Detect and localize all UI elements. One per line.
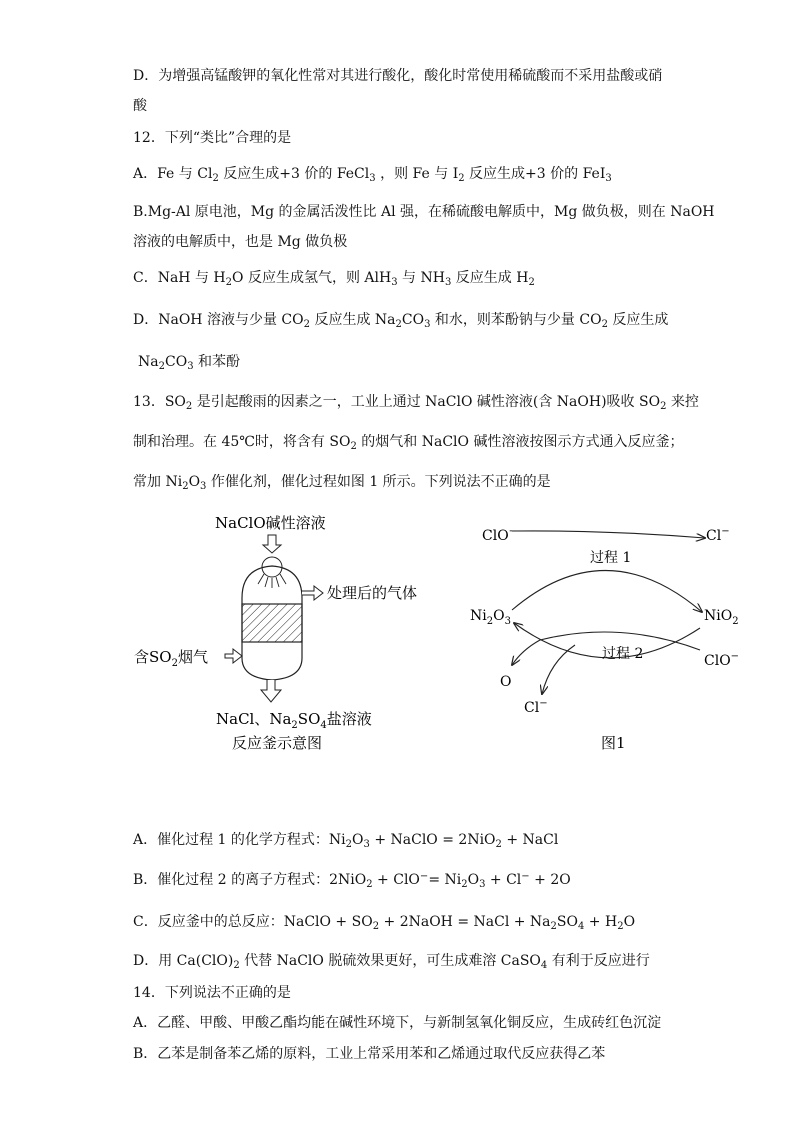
catalytic-cycle-diagram (470, 526, 739, 752)
gas-inlet-label: 含$SO_2$烟气 (134, 648, 208, 669)
q11-option-d-line2: 酸 (133, 98, 147, 114)
reactor-diagram (134, 514, 417, 752)
q12-option-c: C．NaH 与 $H_2O$ 反应生成氢气，则 AlH$_3$ 与 $NH_3$ 反应生成 $H_2$ (133, 270, 535, 288)
q13-stem-line3: 常加 $Ni_2O_3$ 作催化剂，催化过程如图 1 所示。下列说法不正确的是 (133, 474, 551, 492)
clo-top-label: ClO− (482, 526, 518, 544)
outlet-arrow-icon (261, 680, 281, 702)
reactor-top-label: NaClO碱性溶液 (215, 514, 326, 532)
q12-title: 12．下列“类比”合理的是 (133, 130, 292, 146)
gas-outlet-label: 处理后的气体 (327, 584, 418, 602)
q13-option-b: B．催化过程 2 的离子方程式：$2NiO_2 + ClO^-= Ni_2O_3 + Cl^- + 2O$ (133, 871, 571, 890)
nio2-label: NiO$_2$ (704, 608, 739, 627)
q12-option-b-line1: B.Mg-Al 原电池，Mg 的金属活泼性比 Al 强，在稀硫酸电解质中，Mg 做负极，则在 NaOH (133, 204, 715, 220)
inlet-arrow-icon (263, 535, 281, 553)
ni2o3-label: $Ni_2O_3$ (470, 608, 511, 627)
q13-stem-line2: 制和治理。在 45℃时，将含有 $SO_2$ 的烟气和 NaClO 碱性溶液按图示方式通入反应釜； (133, 434, 684, 452)
gas-outlet-arrow-icon (302, 586, 323, 600)
reactor-caption: 反应釜示意图 (232, 734, 323, 752)
q13-option-a: A．催化过程 1 的化学方程式：$Ni_2O_3$ + NaClO = 2NiO$_2$ + NaCl (133, 832, 559, 850)
q13-stem-line1: 13．$SO_2$ 是引起酸雨的因素之一，工业上通过 NaClO 碱性溶液(含 NaOH)吸收 $SO_2$ 来控 (133, 394, 699, 412)
q14-option-a: A．乙醛、甲酸、甲酸乙酯均能在碱性环境下，与新制氢氧化铜反应，生成砖红色沉淀 (133, 1015, 662, 1031)
process1-main-arc (512, 570, 702, 612)
packing-layer (242, 604, 302, 642)
cl-top-label: Cl− (706, 526, 730, 544)
gas-inlet-arrow-icon (225, 649, 242, 663)
figure1-caption: 图1 (601, 734, 626, 752)
q13-option-c: C．反应釜中的总反应：NaClO + $SO_2$ + 2NaOH = NaCl + $Na_2SO_4 + H_2O$ (133, 914, 636, 932)
process2-label: 过程 2 (602, 646, 644, 662)
q12-option-b-line2: 溶液的电解质中，也是 Mg 做负极 (133, 234, 348, 250)
outlet-label: NaCl、$Na_2SO_4$盐溶液 (216, 710, 372, 731)
q12-option-d-line2: $Na_2CO_3$ 和苯酚 (138, 354, 241, 372)
o-label: O (500, 674, 512, 690)
q11-option-d-line1: D．为增强高锰酸钾的氧化性常对其进行酸化，酸化时常使用稀硫酸而不采用盐酸或硝 (133, 68, 663, 84)
q14-title: 14．下列说法不正确的是 (133, 985, 291, 1001)
q13-option-d: D．用 $Ca(ClO)_2$ 代替 NaClO 脱硫效果更好，可生成难溶 CaSO$_4$ 有利于反应进行 (133, 953, 650, 971)
clo-bottom-label: ClO− (704, 651, 740, 669)
q12-option-a: A．Fe 与 $Cl_2$ 反应生成+3 价的 FeCl$_3$ ，则 Fe 与 $I_2$ 反应生成+3 价的 FeI$_3$ (133, 166, 612, 184)
process1-label: 过程 1 (590, 550, 632, 566)
q12-option-d-line1: D．NaOH 溶液与少量 $CO_2$ 反应生成 $Na_2CO_3$ 和水，则苯酚钠与少量 $CO_2$ 反应生成 (133, 312, 669, 330)
process1-clo-arc (512, 531, 705, 538)
cl-bottom-label: Cl− (524, 698, 548, 716)
q14-option-b: B．乙苯是制备苯乙烯的原料，工业上常采用苯和乙烯通过取代反应获得乙苯 (133, 1046, 606, 1062)
